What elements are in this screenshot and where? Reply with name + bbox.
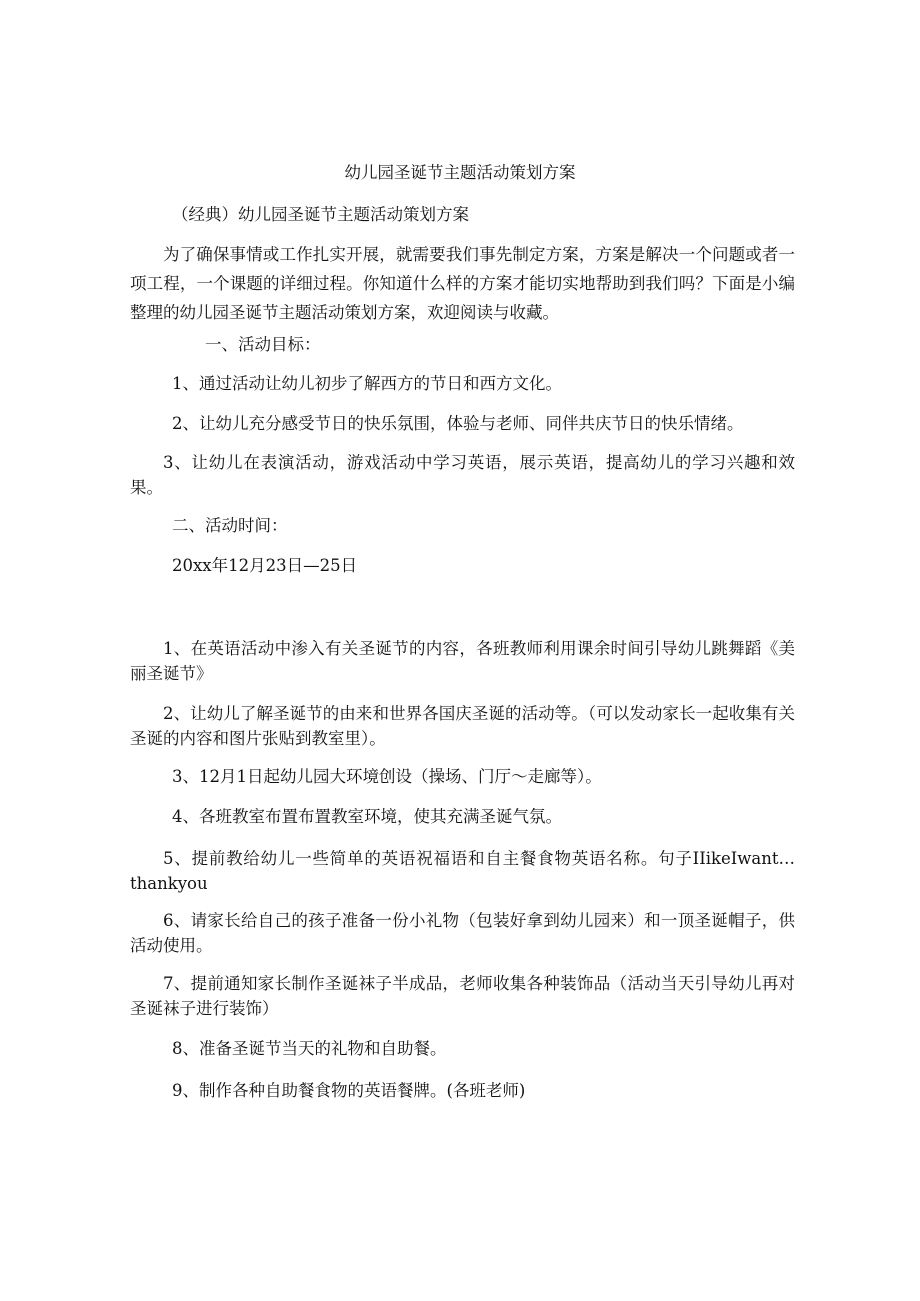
step-item: 4、各班教室布置布置教室环境，使其充满圣诞气氛。 (172, 807, 562, 826)
document-subtitle: （经典）幼儿园圣诞节主题活动策划方案 (172, 205, 469, 224)
step-item: 2、让幼儿了解圣诞节的由来和世界各国庆圣诞的活动等。（可以发动家长一起收集有关圣诞的内容和图片张贴到教室里）。 (130, 704, 795, 748)
step-item: 8、准备圣诞节当天的礼物和自助餐。 (172, 1039, 447, 1058)
step-item: 3、12月1日起幼儿园大环境创设（操场、门厅～走廊等）。 (172, 767, 602, 786)
document-title: 幼儿园圣诞节主题活动策划方案 (344, 163, 576, 182)
goal-item: 2、让幼儿充分感受节日的快乐氛围，体验与老师、同伴共庆节日的快乐情绪。 (172, 414, 744, 433)
goal-item: 3、让幼儿在表演活动，游戏活动中学习英语，展示英语，提高幼儿的学习兴趣和效果。 (130, 453, 795, 497)
step-item: 7、提前通知家长制作圣诞袜子半成品，老师收集各种装饰品（活动当天引导幼儿再对圣诞袜子进行装饰） (130, 974, 795, 1018)
goal-item: 1、通过活动让幼儿初步了解西方的节日和西方文化。 (172, 374, 562, 393)
step-item: 9、制作各种自助餐食物的英语餐牌。(各班老师) (172, 1081, 526, 1100)
step-item: 1、在英语活动中渗入有关圣诞节的内容，各班教师利用课余时间引导幼儿跳舞蹈《美丽圣诞节》 (130, 639, 795, 683)
section-heading-time: 二、活动时间： (172, 516, 288, 535)
activity-date: 20xx年12月23日—25日 (172, 556, 358, 575)
intro-paragraph: 为了确保事情或工作扎实开展，就需要我们事先制定方案，方案是解决一个问题或者一项工程，一个课题的详细过程。你知道什么样的方案才能切实地帮助到我们吗？下面是小编整理的幼儿园圣诞节主题活动策划方案，欢迎阅读与收藏。 (130, 245, 795, 322)
step-item: 5、提前教给幼儿一些简单的英语祝福语和自主餐食物英语名称。句子IIikeIwant…thankyou (130, 849, 795, 893)
step-item: 6、请家长给自己的孩子准备一份小礼物（包装好拿到幼儿园来）和一顶圣诞帽子，供活动使用。 (130, 911, 795, 955)
section-heading-goals: 一、活动目标： (205, 335, 321, 354)
